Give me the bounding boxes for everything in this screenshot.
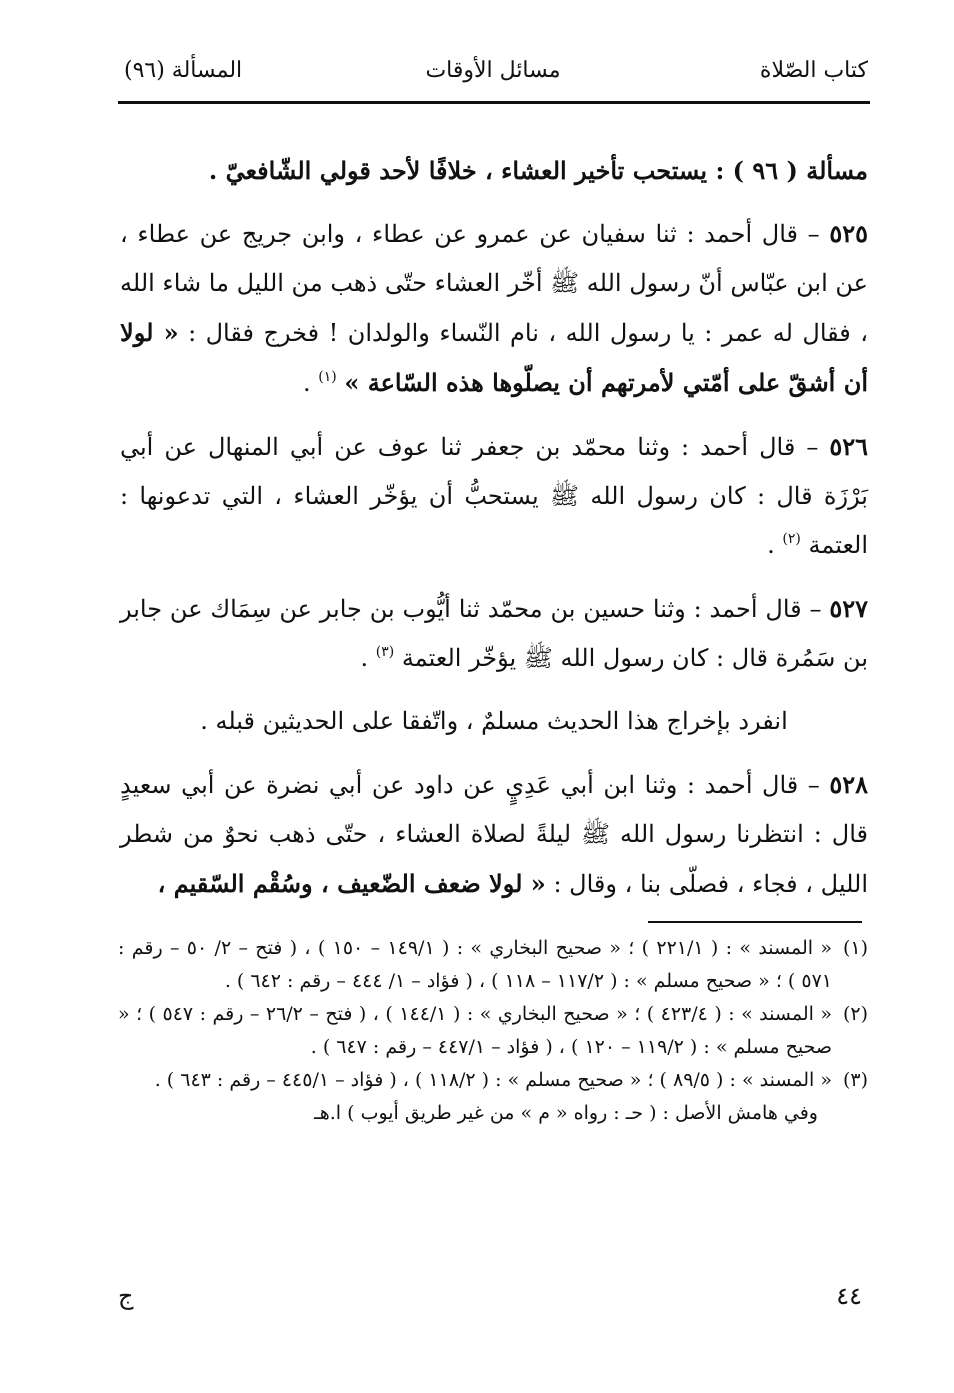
header-issue-number: المسألة (٩٦) [124, 58, 243, 83]
hadith-quote: « لولا ضعف الضّعيف ، وسُقْم السّقيم ، [157, 869, 546, 898]
footnote-rule [648, 921, 862, 923]
hadith-text: – قال أحمد : وثنا حسين بن محمّد ثنا أيُّوب بن جابر عن سِمَاك عن جابر بن سَمُرة قال : كان رسول الله ﷺ يؤخّر العتمة [120, 595, 868, 672]
header-rule [118, 101, 870, 104]
footnote-mark: (٣) [842, 1069, 868, 1091]
page-number: ٤٤ [836, 1282, 862, 1310]
main-text [120, 146, 868, 923]
header-chapter-title: مسائل الأوقات [425, 58, 561, 83]
hadith-526: ٥٢٦ – قال أحمد : وثنا محمّد بن جعفر ثنا عوف عن أبي المنهال عن أبي بَرْزَة قال : كان رسول الله ﷺ يستحبُّ أن يؤخّر العشاء ، التي تدعونها : العتمة $^{(٢)}$ . [120, 432, 869, 559]
footnote-ref: (٢) [782, 531, 801, 547]
footnote-1 [118, 932, 868, 998]
footnote-text: « المسند » : ( ٢٢١/١ ) ؛ « صحيح البخاري » : ( ١٤٩/١ – ١٥٠ ) ، ( فتح – ٢/ ٥٠ – رقم : ٥٧١ ) ؛ « صحيح مسلم » : ( ١١٧/٢ – ١١٨ ) ، ( فؤاد – ١/ ٤٤٤ – رقم : ٦٤٢ ) . [118, 937, 832, 992]
hadith-number: ٥٢٦ [829, 432, 869, 461]
hadith-528 [120, 760, 868, 909]
hadith-text: – قال أحمد : ثنا سفيان عن عمرو عن عطاء ، وابن جريج عن عطاء ، عن ابن عبّاس أنّ رسول الله ﷺ أخّر العشاء حتّى ذهب من الليل ما شاء الله ، فقال له عمر : يا رسول الله ، نام النّساء والولدان ! فخرج فقال : [120, 220, 868, 347]
footnote-text: « المسند » : ( ٤٢٣/٤ ) ؛ « صحيح البخاري » : ( ١٤٤/١ ) ، ( فتح – ٢٦/٢ – رقم : ٥٤٧ ) ؛ « صحيح مسلم » : ( ١١٩/٢ – ١٢٠ ) ، ( فؤاد – ٤٤٧/١ – رقم : ٦٤٧ ) . [118, 1003, 832, 1058]
footnote-ref: (٣) [375, 644, 395, 660]
footnote-text: « المسند » : ( ٨٩/٥ ) ؛ « صحيح مسلم » : ( ١١٨/٢ ) ، ( فؤاد – ٤٤٥/١ – رقم : ٦٤٣ ) . [154, 1069, 832, 1091]
footnote-mark: (٢) [842, 1003, 868, 1025]
hadith-number: ٥٢٧ [829, 594, 868, 623]
issue-heading: مسألة ( ٩٦ ) : يستحب تأخير العشاء ، خلافًا لأحد قولي الشّافعيّ . [208, 156, 868, 185]
footnote-ref: (١) [318, 369, 337, 385]
footnote-marginal-note: وفي هامش الأصل : ( حـ : رواه « م » من غير طريق أيوب ) ا.هـ [314, 1102, 818, 1124]
footnote-3 [118, 1064, 868, 1097]
hadith-number: ٥٢٨ [829, 770, 868, 799]
editor-note: انفرد بإخراج هذا الحديث مسلمٌ ، واتّفقا على الحديثين قبله . [200, 707, 788, 735]
hadith-527: ٥٢٧ – قال أحمد : وثنا حسين بن محمّد ثنا أيُّوب بن جابر عن سِمَاك عن جابر بن سَمُرة قال : كان رسول الله ﷺ يؤخّر العتمة $^{(٣)}$ . [120, 594, 868, 672]
header-book-title: كتاب الصّلاة [759, 58, 868, 83]
hadith-number: ٥٢٥ [829, 219, 868, 248]
footnotes [118, 932, 868, 1130]
hadith-quote: « لولا أن أشقّ على أمّتي لأمرتهم أن يصلّوها هذه السّاعة » [120, 318, 868, 397]
signature-mark: ج [118, 1282, 134, 1310]
footnote-2 [118, 998, 868, 1064]
running-header [118, 52, 868, 96]
hadith-525: ٥٢٥ – قال أحمد : ثنا سفيان عن عمرو عن عطاء ، وابن جريج عن عطاء ، عن ابن عبّاس أنّ رسول الله ﷺ أخّر العشاء حتّى ذهب من الليل ما شاء الله ، فقال له عمر : يا رسول الله ، نام النّساء والولدان ! فخرج فقال : « لولا أن أشقّ على أمّتي لأمرتهم أن يصلّوها هذه السّاعة » $^{(١)}$ . [120, 219, 868, 397]
hadith-text: – قال أحمد : وثنا محمّد بن جعفر ثنا عوف عن أبي المنهال عن أبي بَرْزَة قال : كان رسول الله ﷺ يستحبُّ أن يؤخّر العشاء ، التي تدعونها : العتمة [120, 433, 868, 559]
footnote-mark: (١) [842, 937, 868, 959]
hadith-text: – قال أحمد : وثنا ابن أبي عَدِيٍ عن داود عن أبي نضرة عن أبي سعيدٍ قال : انتظرنا رسول الله ﷺ ليلةً لصلاة العشاء ، حتّى ذهب نحوٌ من شطر الليل ، فجاء ، فصلّى بنا ، وقال : [120, 771, 868, 898]
